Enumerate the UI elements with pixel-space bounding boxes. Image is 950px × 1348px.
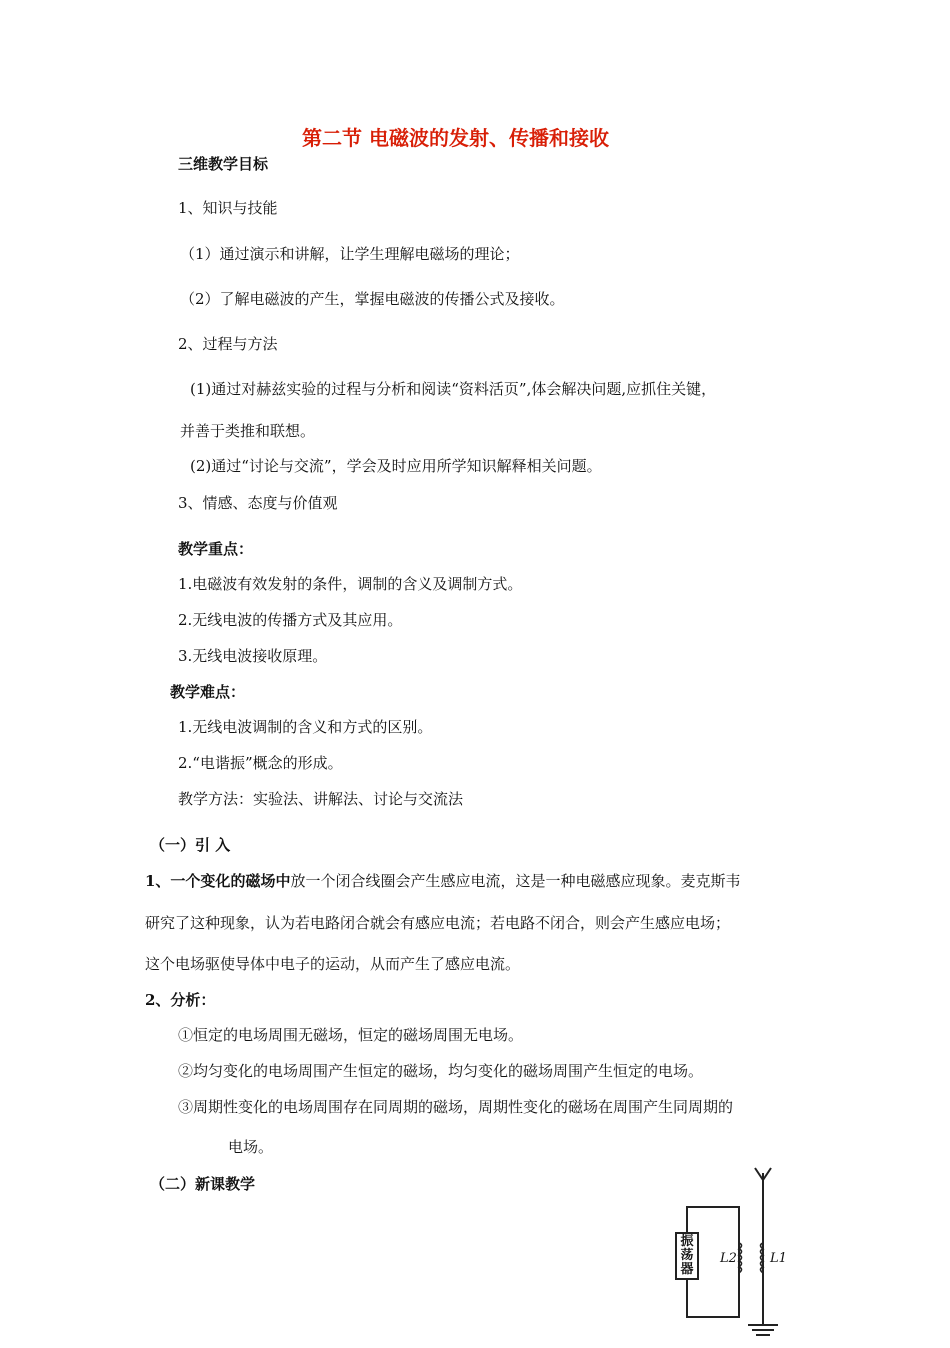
- analysis-heading: 2、分析：: [145, 991, 216, 1009]
- label-l1: L1: [770, 1251, 787, 1266]
- analysis-item: ②均匀变化的电场周围产生恒定的磁场，均匀变化的磁场周围产生恒定的电场。: [178, 1062, 704, 1080]
- knowledge-heading: 1、知识与技能: [178, 199, 278, 217]
- lc-circuit-diagram: [670, 1165, 810, 1348]
- key-point: 1.电磁波有效发射的条件，调制的含义及调制方式。: [178, 575, 523, 593]
- key-points-heading: 教学重点：: [178, 540, 254, 558]
- process-item-2: (2)通过“讨论与交流”，学会及时应用所学知识解释相关问题。: [190, 457, 602, 475]
- intro-line1-rest: 放一个闭合线圈会产生感应电流，这是一种电磁感应现象。麦克斯韦: [290, 872, 741, 890]
- difficult-point: 1.无线电波调制的含义和方式的区别。: [178, 718, 433, 736]
- process-item-1-cont: 并善于类推和联想。: [180, 422, 316, 440]
- knowledge-item: （2）了解电磁波的产生，掌握电磁波的传播公式及接收。: [180, 290, 565, 308]
- intro-paragraph-line3: 这个电场驱使导体中电子的运动，从而产生了感应电流。: [145, 955, 521, 973]
- intro-bold-phrase: 1、一个变化的磁场中: [145, 872, 291, 890]
- label-l2: L2: [720, 1251, 737, 1266]
- analysis-item-3-cont: 电场。: [228, 1138, 274, 1156]
- key-point: 2.无线电波的传播方式及其应用。: [178, 611, 403, 629]
- analysis-item: ①恒定的电场周围无磁场，恒定的磁场周围无电场。: [178, 1026, 524, 1044]
- antenna-arm-left: [755, 1168, 763, 1180]
- difficult-point: 2.“电谐振”概念的形成。: [178, 754, 343, 772]
- oscillator-label: 振荡器: [680, 1234, 694, 1277]
- difficult-heading: 教学难点：: [170, 683, 246, 701]
- intro-paragraph-line1: [145, 872, 740, 890]
- knowledge-item: （1）通过演示和讲解，让学生理解电磁场的理论；: [180, 245, 520, 263]
- key-point: 3.无线电波接收原理。: [178, 647, 328, 665]
- page-title: 第二节 电磁波的发射、传播和接收: [302, 126, 609, 150]
- intro-paragraph-line2: 研究了这种现象，认为若电路闭合就会有感应电流；若电路不闭合，则会产生感应电场；: [145, 914, 731, 932]
- antenna-arm-right: [763, 1168, 771, 1180]
- methods: 教学方法：实验法、讲解法、讨论与交流法: [178, 790, 464, 808]
- process-item-1: (1)通过对赫兹实验的过程与分析和阅读“资料活页”,体会解决问题,应抓住关键，: [190, 380, 717, 398]
- analysis-item: ③周期性变化的电场周围存在同周期的磁场，周期性变化的磁场在周围产生同周期的: [178, 1098, 734, 1116]
- goals-heading: 三维教学目标: [178, 155, 269, 173]
- emotion-heading: 3、情感、态度与价值观: [178, 494, 338, 512]
- intro-heading: （一）引 入: [150, 836, 231, 854]
- process-heading: 2、过程与方法: [178, 335, 278, 353]
- new-lesson-heading: （二）新课教学: [150, 1175, 256, 1193]
